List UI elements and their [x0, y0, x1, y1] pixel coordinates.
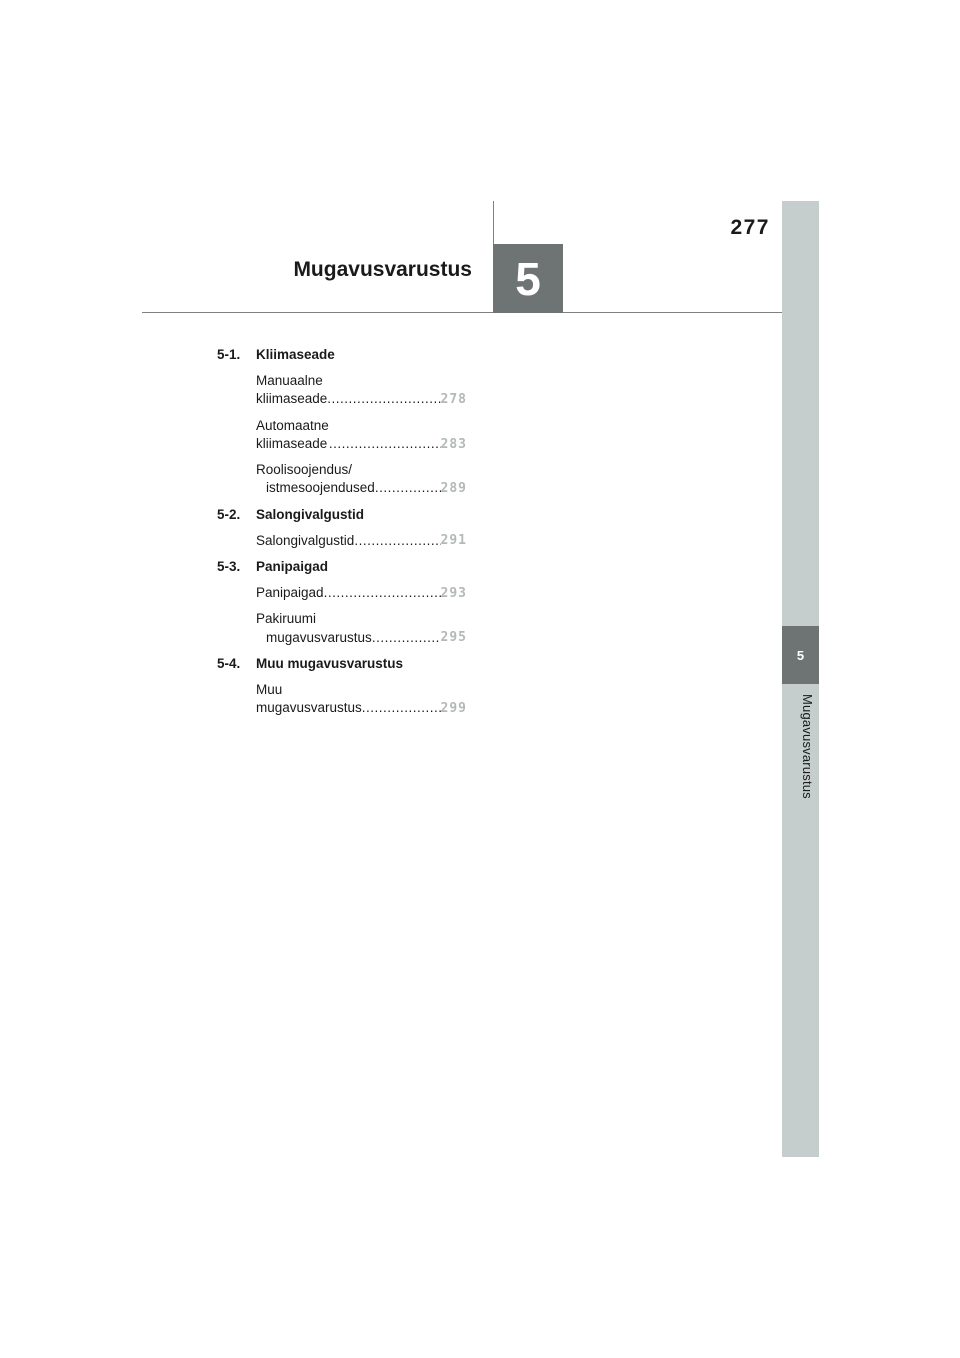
toc-entry-text: Muu mugavusvarustus — [256, 682, 362, 716]
toc-section-5-2 — [217, 506, 467, 550]
side-chapter-number: 5 — [796, 647, 805, 663]
toc-entry[interactable] — [256, 461, 467, 497]
toc-entry-text: Roolisoojendus/ — [256, 462, 353, 478]
toc-leader-dots — [329, 435, 441, 453]
toc-section-number: 5-3. — [217, 558, 241, 574]
toc-section-5-4 — [217, 655, 467, 718]
toc-entry[interactable] — [256, 584, 467, 602]
toc-entry[interactable] — [256, 681, 467, 717]
toc-section-number: 5-4. — [217, 655, 241, 671]
toc-entry-text: Manuaalne kliimaseade — [256, 373, 328, 407]
page-number: 277 — [730, 216, 770, 239]
toc-section-heading — [217, 506, 467, 524]
toc-section-title: Muu mugavusvarustus — [256, 655, 404, 671]
toc-leader-dots — [324, 584, 441, 602]
toc-section-number: 5-1. — [217, 347, 241, 362]
side-chapter-label: Mugavusvarustus — [800, 694, 815, 799]
toc-page-link[interactable]: 295 — [440, 630, 467, 646]
toc-leader-dots — [362, 699, 441, 717]
toc-entry-text: Salongivalgustid — [256, 532, 355, 548]
toc-entry-text: Pakiruumi — [256, 611, 317, 627]
side-chapter-tab[interactable] — [782, 626, 819, 684]
chapter-number-box — [493, 244, 563, 313]
toc-page-link[interactable]: 291 — [440, 533, 467, 549]
toc-entry-text: Automaatne kliimaseade — [256, 417, 329, 451]
toc-leader-dots — [372, 629, 441, 647]
toc-entry-text-continued: istmesoojendused — [266, 480, 375, 496]
toc-entry[interactable] — [256, 417, 467, 453]
toc-section-title: Kliimaseade — [256, 347, 335, 362]
header-horizontal-divider — [142, 312, 782, 313]
toc-section-number: 5-2. — [217, 506, 241, 522]
toc-section-heading — [217, 558, 467, 576]
toc-page-link[interactable]: 289 — [440, 480, 467, 496]
toc-entry-text-continued: mugavusvarustus — [266, 629, 372, 645]
toc-leader-dots — [375, 479, 441, 497]
chapter-title: Mugavusvarustus — [293, 258, 472, 281]
toc-section-5-3 — [217, 558, 467, 647]
header-vertical-divider — [493, 201, 494, 245]
toc-section-title: Panipaigad — [256, 558, 329, 574]
toc-page-link[interactable]: 299 — [440, 700, 467, 716]
toc-section-title: Salongivalgustid — [256, 506, 365, 522]
toc-leader-dots — [354, 532, 440, 550]
toc-entry[interactable] — [256, 372, 467, 408]
toc-page-link[interactable]: 278 — [440, 392, 467, 408]
toc-page-link[interactable]: 293 — [440, 585, 467, 601]
chapter-number: 5 — [515, 252, 541, 305]
toc-section-heading — [217, 655, 467, 673]
toc-entry-text: Panipaigad — [256, 585, 324, 601]
toc-entry[interactable] — [256, 610, 467, 646]
toc-section-heading — [217, 346, 467, 364]
toc-entry[interactable] — [256, 532, 467, 550]
toc-section-5-1 — [217, 346, 467, 498]
toc-leader-dots — [327, 390, 440, 408]
table-of-contents — [217, 346, 467, 726]
toc-page-link[interactable]: 283 — [440, 436, 467, 452]
